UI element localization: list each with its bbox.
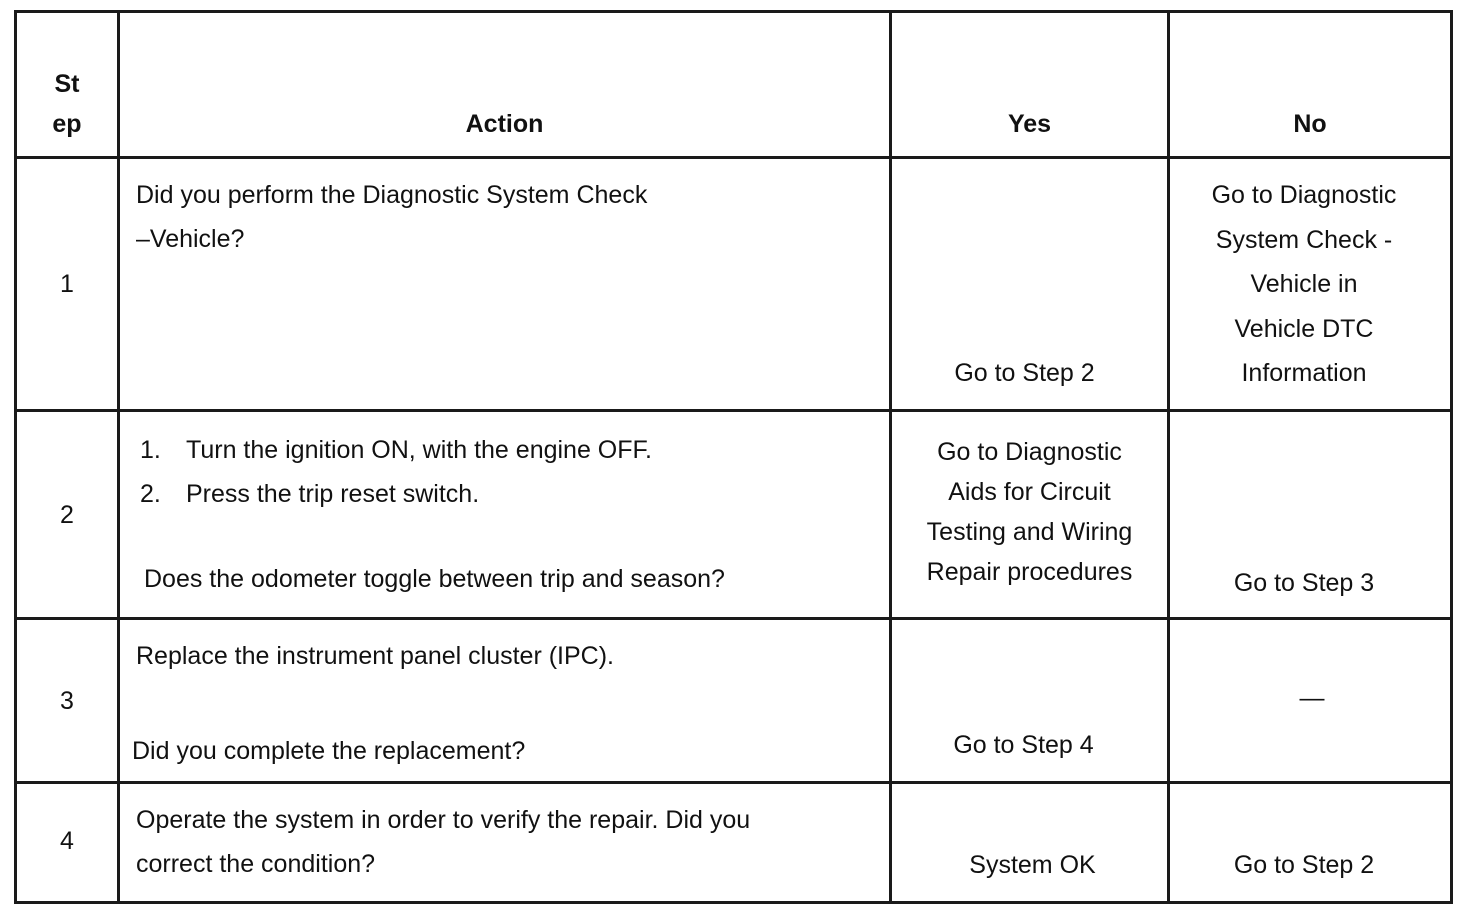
table-row: [16, 619, 1452, 783]
list-item: [136, 428, 877, 472]
list-item-text: Turn the ignition ON, with the engine OFF.: [186, 436, 652, 464]
yes-line: Aids for Circuit: [948, 478, 1111, 506]
list-item-number: 1.: [140, 436, 161, 464]
step-number: 3: [16, 619, 119, 783]
header-step-line2: ep: [52, 110, 82, 138]
list-item: [136, 472, 877, 516]
diagnostic-table-container: [14, 10, 1450, 904]
action-list: [136, 412, 877, 516]
no-line: Go to Diagnostic: [1211, 181, 1397, 209]
yes-link: Go to Step 2: [954, 359, 1095, 387]
list-item-text: Press the trip reset switch.: [186, 480, 480, 508]
yes-cell: [891, 411, 1169, 619]
no-cell: [1169, 783, 1452, 903]
yes-link: System OK: [969, 851, 1096, 879]
action-cell: [119, 158, 891, 411]
header-step-line1: St: [54, 70, 80, 98]
action-line: Operate the system in order to verify the repair. Did you: [136, 806, 751, 834]
action-question: Did you complete the replacement?: [132, 737, 526, 765]
no-line: Vehicle in: [1250, 270, 1358, 298]
action-line: correct the condition?: [136, 850, 376, 878]
action-cell: [119, 619, 891, 783]
step-number: 1: [16, 158, 119, 411]
action-cell: [119, 783, 891, 903]
no-dash: —: [1299, 683, 1325, 712]
yes-line: Go to Diagnostic: [937, 438, 1122, 466]
diagnostic-table: [14, 10, 1453, 904]
table-row: [16, 783, 1452, 903]
step-number: 2: [16, 411, 119, 619]
yes-line: Repair procedures: [926, 558, 1133, 586]
header-step: [16, 12, 119, 158]
action-question: Does the odometer toggle between trip and season?: [144, 565, 725, 593]
action-text: Replace the instrument panel cluster (IPC).: [136, 642, 614, 670]
no-cell: [1169, 619, 1452, 783]
list-item-number: 2.: [140, 480, 161, 508]
table-row: [16, 158, 1452, 411]
no-cell: [1169, 158, 1452, 411]
no-cell: [1169, 411, 1452, 619]
no-line: Vehicle DTC: [1234, 314, 1374, 343]
yes-cell: [891, 619, 1169, 783]
no-link: Go to Step 3: [1233, 569, 1375, 597]
yes-cell: [891, 783, 1169, 903]
no-line: Information: [1241, 359, 1367, 387]
no-line: System Check -: [1215, 225, 1393, 254]
table-row: [16, 411, 1452, 619]
table-header-row: [16, 12, 1452, 158]
yes-line: Testing and Wiring: [926, 518, 1133, 546]
header-no: No: [1169, 12, 1452, 158]
action-line: Did you perform the Diagnostic System Check: [136, 181, 648, 209]
header-yes: Yes: [891, 12, 1169, 158]
yes-cell: [891, 158, 1169, 411]
step-number: 4: [16, 783, 119, 903]
yes-link: Go to Step 4: [953, 731, 1094, 759]
header-action: Action: [119, 12, 891, 158]
action-line: –Vehicle?: [136, 225, 245, 253]
action-cell: [119, 411, 891, 619]
no-link: Go to Step 2: [1233, 851, 1375, 879]
